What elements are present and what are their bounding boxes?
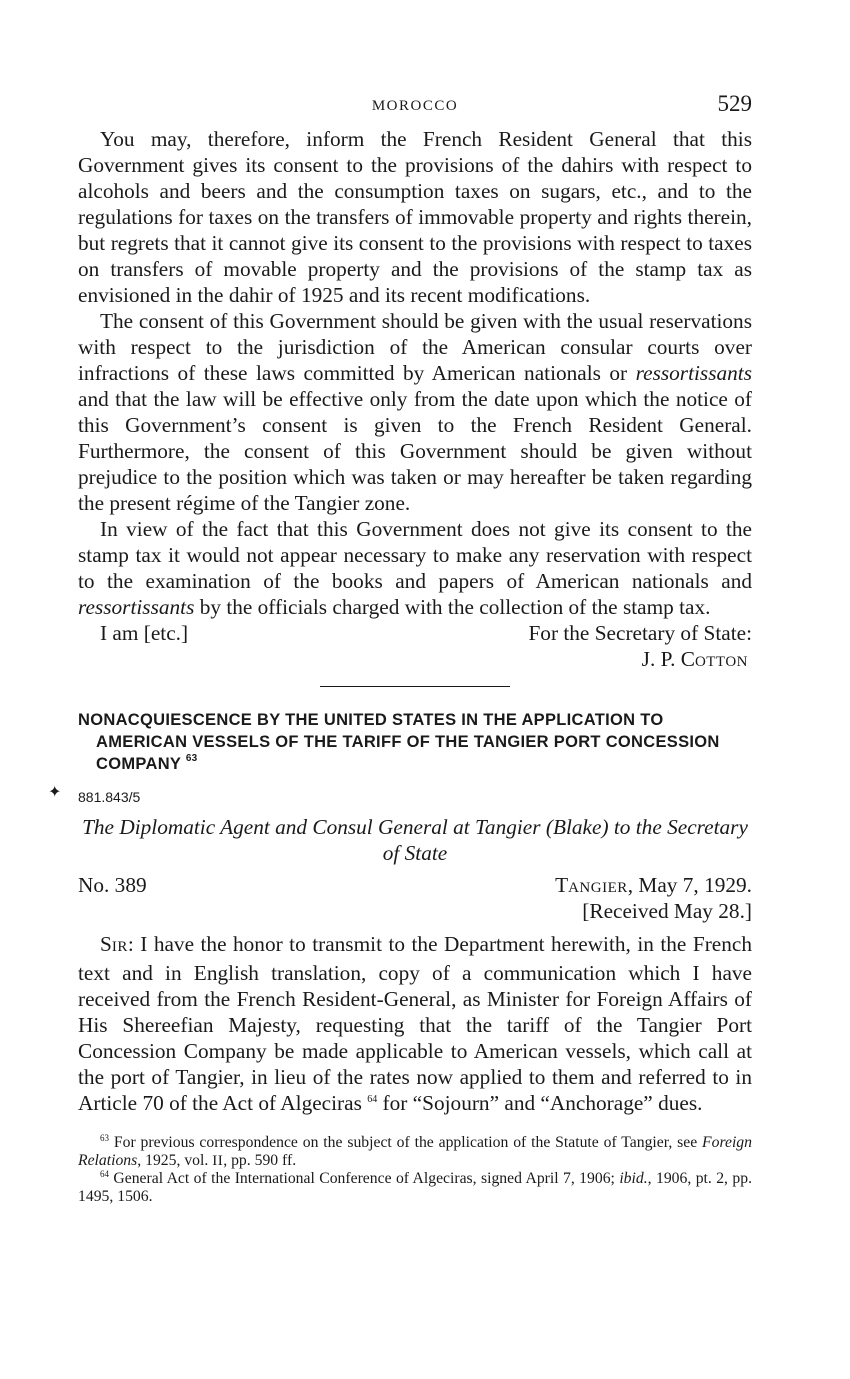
footnote-ref-64: 64 bbox=[367, 1094, 378, 1105]
place-small-caps: ANGIER bbox=[568, 880, 628, 896]
running-head bbox=[78, 86, 752, 126]
footnote-64-number: 64 bbox=[100, 1169, 109, 1179]
received-date: [Received May 28.] bbox=[582, 899, 752, 923]
salutation-small-caps: IR bbox=[111, 939, 128, 955]
section-heading-text: NONACQUIESCENCE BY THE UNITED STATES IN THE APPLICATION TO AMERICAN VESSELS OF THE TARIFF OF THE TANGIER PORT CONCESSION COMPANY bbox=[78, 711, 720, 773]
paragraph-3-text-2: by the officials charged with the collection of the stamp tax. bbox=[194, 595, 711, 619]
file-number: 881.843/5 bbox=[78, 789, 141, 805]
letter-closing-block bbox=[78, 620, 752, 672]
signer-small-caps: OTTON bbox=[694, 654, 748, 670]
letter-paragraph-1: You may, therefore, inform the French Resident General that this Government gives its consent to the provisions of the dahirs with respect to alcohols and beers and the consumption taxes on sugars, etc., and to the regulations for taxes on the transfers of immovable property and rights therein, but regrets that it cannot give its consent to the provisions with respect to taxes on transfers of movable property and the provisions of the stamp tax as envisioned in the dahir of 1925 and its recent modifications. bbox=[78, 127, 752, 307]
salutation-initial: S bbox=[100, 932, 112, 956]
running-title: MOROCCO bbox=[371, 98, 459, 114]
margin-mark-icon: ✦ bbox=[48, 784, 62, 801]
footnote-63 bbox=[78, 1134, 752, 1170]
footnote-63-italic: Foreign Relations bbox=[78, 1134, 752, 1169]
footnote-63-text-2: , 1925, vol. bbox=[137, 1152, 213, 1169]
paragraph-2-text-1: The consent of this Government should be given with the usual reservations with respect to the jurisdiction of the American consular courts over infractions of these laws committed by American nationals or bbox=[78, 309, 752, 385]
file-line bbox=[48, 784, 752, 807]
footnote-63-text-1: For previous correspondence on the subject of the application of the Statute of Tangier, see bbox=[109, 1134, 703, 1151]
doc-title-text-1: The Diplomatic Agent and Consul General at Tangier ( bbox=[82, 815, 553, 839]
doc-title-text-2: ) to the Secretary of State bbox=[382, 815, 748, 865]
section-heading bbox=[78, 709, 752, 775]
footnote-63-number: 63 bbox=[100, 1133, 109, 1143]
doc-title-name: Blake bbox=[552, 815, 602, 839]
paragraph-2-text-2: and that the law will be effective only from the date upon which the notice of this Government’s consent is given to the French Resident General. Furthermore, the consent of this Government should be given without prejudice to the position which was taken or may hereafter be taken regarding the present régime of the Tangier zone. bbox=[78, 387, 752, 515]
page bbox=[48, 86, 752, 1206]
footnote-64-text-2: , 1906, pt. 2, pp. 1495, 1506. bbox=[78, 1170, 752, 1205]
signer-initials: J. P. C bbox=[641, 647, 695, 671]
footnotes bbox=[78, 1134, 752, 1206]
footnote-64 bbox=[78, 1170, 752, 1206]
letter-paragraph-2 bbox=[78, 308, 752, 516]
footnote-64-text-1: General Act of the International Conference of Algeciras, signed April 7, 1906; bbox=[109, 1170, 620, 1187]
dispatch-text-1: : I have the honor to transmit to the Department herewith, in the French text and in English translation, copy of a communication which I have received from the French Resident-General, as Minister for Foreign Affairs of His Shereefian Majesty, requesting that the tariff of the Tangier Port Concession Company be made applicable to American vessels, which call at the port of Tangier, in lieu of the rates now applied to them and referred to in Article 70 of the Act of Algeciras bbox=[78, 932, 752, 1115]
dispatch-text-2: for “Sojourn” and “Anchorage” dues. bbox=[377, 1091, 703, 1115]
section-divider bbox=[320, 686, 510, 687]
document-number: No. 389 bbox=[78, 873, 147, 897]
place-and-date bbox=[555, 872, 752, 901]
dateline bbox=[78, 872, 752, 924]
signer-name bbox=[642, 646, 748, 675]
dispatch-paragraph bbox=[78, 931, 752, 1116]
paragraph-3-italic-term: ressortissants bbox=[78, 595, 195, 619]
letter-paragraph-3 bbox=[78, 516, 752, 620]
page-number: 529 bbox=[717, 91, 752, 116]
footnote-ref-63: 63 bbox=[185, 753, 198, 764]
footnote-64-italic: ibid. bbox=[619, 1170, 648, 1187]
paragraph-2-italic-term: ressortissants bbox=[635, 361, 752, 385]
footnote-63-volume: II bbox=[212, 1153, 224, 1169]
document-title bbox=[78, 814, 752, 866]
complimentary-close: I am [etc.] bbox=[100, 621, 189, 645]
paragraph-3-text-1: In view of the fact that this Government does not give its consent to the stamp tax it would not appear necessary to make any reservation with respect to the examination of the books and papers of American nationals and bbox=[78, 517, 752, 593]
for-secretary-line: For the Secretary of State: bbox=[528, 621, 752, 645]
date-text: , May 7, 1929. bbox=[627, 873, 752, 897]
place-initial: T bbox=[555, 873, 569, 897]
footnote-63-text-3: , pp. 590 ff. bbox=[223, 1152, 297, 1169]
